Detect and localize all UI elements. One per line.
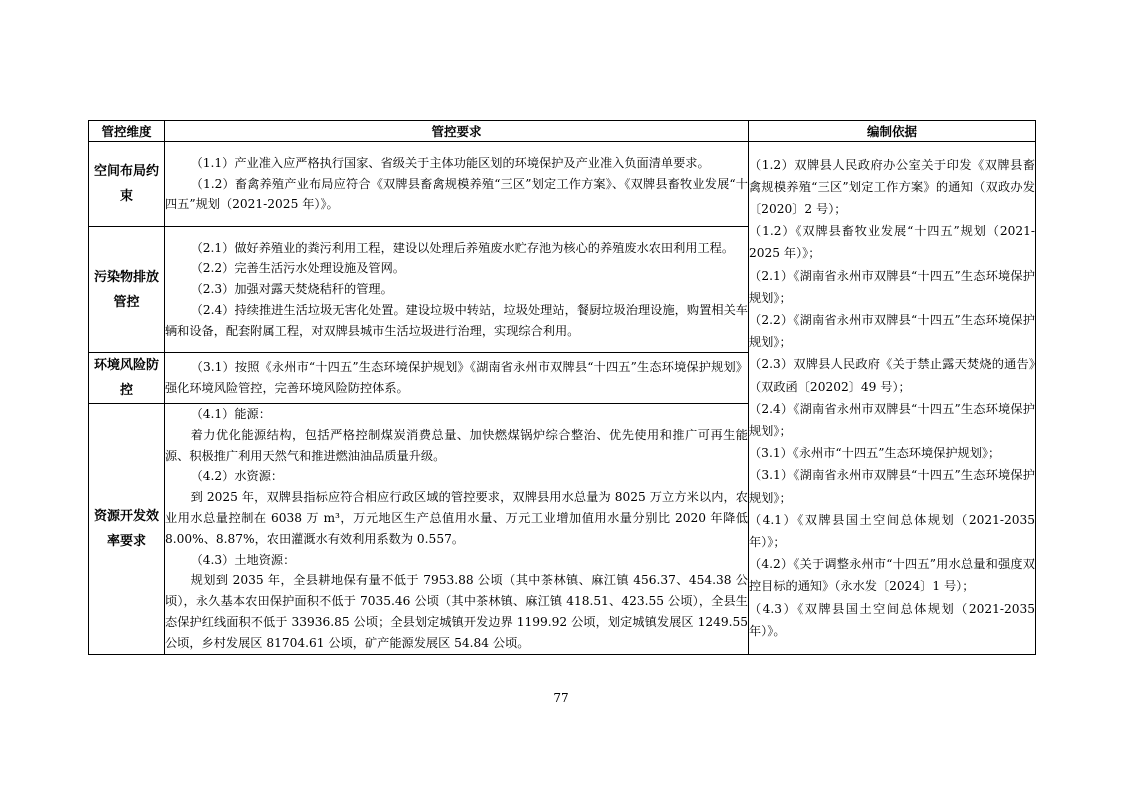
- basis-text: （3.1）《湖南省永州市双牌县“十四五”生态环境保护规划》；: [749, 468, 1035, 505]
- dimension-cell: 污染物排放管控: [89, 227, 165, 353]
- dimension-cell: 资源开发效率要求: [89, 404, 165, 655]
- requirement-text: （4.2）水资源：: [190, 469, 284, 484]
- requirement-text: 着力优化能源结构，包括严格控制煤炭消费总量、加快燃煤锅炉综合整治、优先使用和推广可再生能源、积极推广利用天然气和推进燃油油品质量升级。: [165, 427, 748, 463]
- requirement-text: 规划到 2035 年，全县耕地保有量不低于 7953.88 公顷（其中茶林镇、麻江镇 456.37、454.38 公顷），永久基本农田保护面积不低于 7035.46 公顷（其中茶林镇、麻江镇 418.51、423.55 公顷），全县生态保护红线面积不低于 33936.85 公顷；全县划定城镇开发边界 1199.92 公顷，划定城镇发展区 1249.55 公顷，乡村发展区 81704.61 公顷，矿产能源发展区 54.84 公顷。: [165, 573, 748, 650]
- requirements-cell: [165, 227, 749, 353]
- basis-text: （4.1）《双牌县国土空间总体规划（2021-2035 年）》；: [749, 512, 1035, 549]
- requirement-text: （4.3）土地资源：: [190, 552, 296, 567]
- header-dimension: 管控维度: [89, 121, 165, 142]
- requirement-text: （2.1）做好养殖业的粪污利用工程，建设以处理后养殖废水贮存池为核心的养殖废水农田利用工程。: [190, 240, 735, 255]
- header-requirements: 管控要求: [165, 121, 749, 142]
- table-header-row: [89, 121, 1036, 142]
- basis-text: （1.2）《双牌县畜牧业发展“十四五”规划（2021-2025 年）》；: [749, 224, 1035, 261]
- requirement-text: （4.1）能源：: [190, 407, 271, 421]
- requirement-text: （1.2）畜禽养殖产业布局应符合《双牌县畜禽规模养殖“三区”划定工作方案》、《双牌县畜牧业发展“十四五”规划（2021-2025 年）》。: [165, 176, 748, 212]
- basis-text: （2.3）双牌县人民政府《关于禁止露天焚烧的通告》（双政函〔20202〕49 号）；: [749, 357, 1035, 394]
- requirements-cell: [165, 353, 749, 404]
- dimension-cell: 空间布局约束: [89, 142, 165, 227]
- requirement-text: （2.3）加强对露天焚烧秸秆的管理。: [190, 282, 393, 297]
- control-table: [88, 120, 1036, 655]
- requirement-text: （2.2）完善生活污水处理设施及管网。: [190, 261, 405, 276]
- basis-cell: [749, 142, 1036, 655]
- requirement-text: （3.1）按照《永州市“十四五”生态环境保护规划》《湖南省永州市双牌县“十四五”生态环境保护规划》强化环境风险管控，完善环境风险防控体系。: [165, 360, 748, 395]
- basis-text: （4.2）《关于调整永州市“十四五”用水总量和强度双控目标的通知》（永水发〔2024〕1 号）；: [749, 557, 1035, 594]
- requirement-text: 到 2025 年，双牌县指标应符合相应行政区域的管控要求，双牌县用水总量为 8025 万立方米以内，农业用水总量控制在 6038 万 m³，万元地区生产总值用水量、万元工业增加值用水量分别比 2020 年降低 8.00%、8.87%，农田灌溉水有效利用系数为 0.557。: [165, 490, 748, 546]
- basis-text: （4.3）《双牌县国土空间总体规划（2021-2035 年）》。: [749, 601, 1035, 638]
- basis-text: （3.1）《永州市“十四五”生态环境保护规划》；: [749, 446, 1001, 461]
- dimension-cell: 环境风险防控: [89, 353, 165, 404]
- basis-text: （2.2）《湖南省永州市双牌县“十四五”生态环境保护规划》；: [749, 312, 1035, 350]
- requirement-text: （1.1）产业准入应严格执行国家、省级关于主体功能区划的环境保护及产业准入负面清单要求。: [190, 155, 710, 170]
- page-number: 77: [553, 691, 569, 705]
- requirement-text: （2.4）持续推进生活垃圾无害化处置。建设垃圾中转站，垃圾处理站，餐厨垃圾治理设施，购置相关车辆和设备，配套附属工程，对双牌县城市生活垃圾进行治理，实现综合利用。: [165, 302, 748, 338]
- basis-text: （1.2）双牌县人民政府办公室关于印发《双牌县畜禽规模养殖“三区”划定工作方案》的通知（双政办发〔2020〕2 号）；: [749, 157, 1035, 216]
- table-row: [89, 142, 1036, 227]
- basis-text: （2.1）《湖南省永州市双牌县“十四五”生态环境保护规划》；: [749, 268, 1035, 305]
- header-basis: 编制依据: [749, 121, 1036, 142]
- requirements-cell: [165, 404, 749, 655]
- basis-text: （2.4）《湖南省永州市双牌县“十四五”生态环境保护规划》；: [749, 401, 1035, 438]
- requirements-cell: [165, 142, 749, 227]
